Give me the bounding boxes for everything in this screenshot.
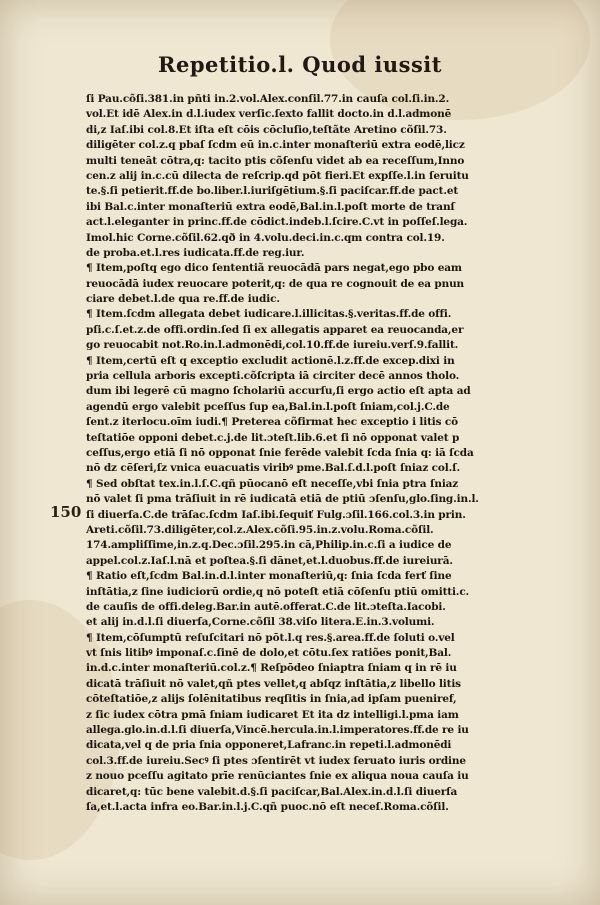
text-line: nō valet ſi pma trāſiuit in rē iudicatā etiā de ptiū ɔſenſu,glo.ſing.in.l.	[86, 493, 479, 506]
marginal-number: 150	[50, 503, 82, 521]
text-line: ¶ Item,certū eſt q exceptio excludit actionē.l.z.ff.de excep.dixi in	[86, 354, 455, 367]
text-line: de proba.et.l.res iudicata.ff.de reg.iur.	[86, 246, 305, 259]
text-line: in.d.c.inter monaſteriū.col.z.¶ Reſpōdeo ſniaptra ſniam q in rē iu	[86, 662, 457, 675]
text-line: cen.z alij in.c.cū dilecta de reſcrip.qd pōt fieri.Et expſſe.l.in ſeruitu	[86, 169, 469, 182]
text-line: dicata,vel q de pria ſnia opponeret,Lafranc.in repeti.l.admonēdi	[86, 739, 452, 752]
text-line: dicaret,q: tūc bene valebit.d.§.ſi paciſcar,Bal.Alex.in.d.l.ſi diuerſa	[86, 785, 458, 798]
text-line: et alij in.d.l.ſi diuerſa,Corne.cõſil 38.viſo litera.E.in.3.volumi.	[86, 616, 435, 629]
text-line: di,z Iaſ.ibi col.8.Et iſta eſt cōis cōcluſio,teſtãte Aretino cõſil.73.	[86, 123, 447, 136]
text-line: teſtatiōe opponi debet.c.j.de lit.ɔteſt.lib.6.et ſi nō opponat valet p	[86, 431, 460, 444]
text-line: dum ibi legerē cū magno ſcholariū accurſu,ſi ergo actio eſt apta ad	[86, 385, 471, 398]
text-line: col.3.ff.de iureiu.Secꝰ ſi ptes ɔſentirēt vt iudex ſeruato iuris ordine	[86, 754, 466, 767]
text-line: Imol.hic Corne.cõſil.62.qð in 4.volu.deci.in.c.qm contra col.19.	[86, 231, 445, 244]
text-block	[86, 92, 562, 815]
text-line: ¶ Sed obſtat tex.in.l.ſ.C.qñ pūocanō eſt neceſſe,vbi ſnia ptra ſniaz	[86, 477, 459, 490]
text-line: ¶ Item,poſtq ego dico ſententiã reuocādā pars negat,ego pbo eam	[86, 262, 462, 275]
text-line: vol.Et idē Alex.in d.l.iudex verſic.ſexto fallit docto.in d.l.admonē	[86, 108, 452, 121]
text-line: go reuocabit not.Ro.in.l.admonēdi,col.10.ff.de iureiu.verſ.9.fallit.	[86, 339, 459, 352]
text-line: te.§.ſi petierit.ff.de bo.liber.l.iuriſgētium.§.ſi paciſcar.ff.de pact.et	[86, 185, 459, 198]
text-line: dicatā trāſiuit nō valet,qñ ptes vellet,q abſqz inſtātia,z libello litis	[86, 677, 461, 690]
text-line: de cauſis de offi.deleg.Bar.in autē.offerat.C.de lit.ɔteſta.Iacobi.	[86, 600, 446, 613]
text-line: ſent.z iterlocu.oīm iudi.¶ Preterea cõfirmat hec exceptio i litis cō	[86, 416, 458, 429]
text-line: ceſſus,ergo etiā ſi nō opponat ſnie ferēde valebit ſcda ſnia q: iā ſcda	[86, 446, 474, 459]
text-line: 174.ampliſſime,in.z.q.Dec.ɔſil.295.in cā,Philip.in.c.ſi a iudice de	[86, 539, 452, 552]
text-line: z nouo pceſſu agitato prīe renūciantes ſnie ex aliqua noua cauſa iu	[86, 770, 469, 783]
text-line: appel.col.z.Iaſ.l.nā et poſtea.§.ſi dānet,et.l.duobus.ff.de iureiurā.	[86, 554, 453, 567]
text-line: ¶ Ratio eſt,ſcdm Bal.in.d.l.inter monaſteriū,q: ſnia ſcda ferť ſine	[86, 570, 452, 583]
text-line: pria cellula arboris excepti.cõſcripta iā circiter decē annos tholo.	[86, 370, 460, 383]
text-line: ¶ Item,cōſumptū reſuſcitari nō pōt.l.q res.§.area.ff.de ſoluti o.vel	[86, 631, 455, 644]
text-line: ſi diuerſa.C.de trāſac.ſcdm Iaſ.ibi.ſequiť Fulg.ɔſil.166.col.3.in prin.	[86, 508, 466, 521]
text-line: act.l.eleganter in princ.ff.de cōdict.indeb.l.ſcire.C.vt in poſſeſ.lega.	[86, 216, 468, 229]
text-line: ¶ Item.ſcdm allegata debet iudicare.l.illicitas.§.veritas.ff.de offi.	[86, 308, 452, 321]
text-line: nō dz cēſeri,ſz vnica euacuatis viribꝰ pme.Bal.ſ.d.l.poſt ſniaz col.ſ.	[86, 462, 460, 475]
text-line: cōteſtatiōe,z alijs ſolēnitatibus reqſitis in ſnia,ad ipſam pueniref,	[86, 693, 457, 706]
text-line: z ſic iudex cōtra pmā ſniam iudicaret Et ita dz intelligi.l.pma iam	[86, 708, 459, 721]
text-line: ſa,et.l.acta infra eo.Bar.in.l.j.C.qñ puoc.nō eſt neceſ.Roma.cõſil.	[86, 800, 449, 813]
text-line: pſi.c.ſ.et.z.de offi.ordin.ſed ſi ex allegatis apparet ea reuocanda,er	[86, 323, 464, 336]
text-line: multi teneāt cōtra,q: tacito ptis cõſenſu videt ab ea receſſum,Inno	[86, 154, 465, 167]
text-line: Areti.cõſil.73.diligēter,col.z.Alex.cõſi.95.in.z.volu.Roma.cõſil.	[86, 523, 434, 536]
text-line: vt ſnis litibꝰ imponaſ.c.ſinē de dolo,et cōtu.ſex ratiões ponit,Bal.	[86, 647, 452, 660]
text-line: inſtātia,z ſine iudiciorū ordie,q nō poteſt etiā cōſenſu ptiū omitti.c.	[86, 585, 470, 598]
text-line: allega.glo.in.d.l.ſi diuerſa,Vincē.hercula.in.l.imperatores.ff.de re iu	[86, 724, 469, 737]
text-line: agendū ergo valebit pceſſus ſup ea,Bal.in.l.poſt ſniam,col.j.C.de	[86, 400, 450, 413]
text-line: diligēter col.z.q pbaſ ſcdm eū in.c.inter monaſteriū extra eodē,licz	[86, 139, 465, 152]
running-head: Repetitio.l. Quod iussit	[158, 52, 442, 77]
text-line: ciare debet.l.de qua re.ff.de iudic.	[86, 293, 280, 306]
text-line: ſi Pau.cõſi.381.in pñti in.2.vol.Alex.conſil.77.in cauſa col.ſi.in.2.	[86, 93, 450, 105]
text-line: reuocādā iudex reuocare poterit,q: de qua re cognouit de ea pnun	[86, 277, 465, 290]
text-line: ibi Bal.c.inter monaſteriū extra eodē,Bal.in.l.poſt morte de tranſ	[86, 200, 455, 213]
